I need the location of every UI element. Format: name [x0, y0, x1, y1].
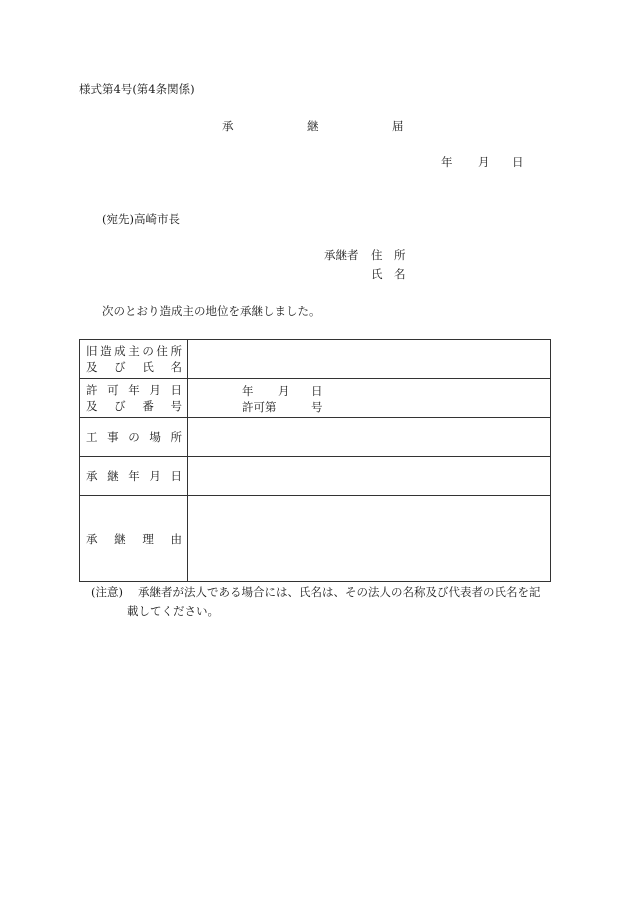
label-char: 承	[86, 531, 98, 546]
label-line	[86, 343, 182, 359]
label-char: 氏	[142, 360, 154, 374]
title-char-3: 届	[392, 119, 404, 133]
date-year: 年	[441, 155, 453, 169]
table-row-former-developer	[80, 340, 551, 379]
label-char: 許	[86, 383, 98, 397]
label-succession-date	[80, 457, 188, 496]
label-char: 可	[107, 383, 119, 397]
label-char: 所	[170, 344, 182, 358]
address-label-1: 住	[371, 248, 383, 262]
label-succession-reason	[80, 496, 188, 582]
successor-label: 承継者	[324, 248, 359, 262]
label-char: 継	[107, 469, 119, 483]
title-char-2: 継	[307, 119, 319, 133]
label-char: 住	[156, 344, 168, 358]
note-line-2: 載してください。	[127, 604, 219, 618]
label-char: 日	[170, 383, 182, 397]
label-char: 旧	[86, 344, 98, 358]
name-label-1: 氏	[371, 267, 383, 281]
label-char: 名	[170, 360, 182, 374]
label-char: 番	[142, 399, 154, 413]
name-label-2: 名	[394, 267, 406, 281]
label-char: 事	[107, 430, 119, 444]
permit-day-label: 日	[311, 384, 323, 398]
label-char: 場	[149, 430, 161, 444]
label-line	[86, 398, 182, 414]
label-work-location	[80, 418, 188, 457]
label-line	[86, 359, 182, 375]
label-char: び	[114, 399, 126, 413]
label-char: 年	[128, 469, 140, 483]
label-line	[86, 468, 182, 484]
note-label: (注意)	[91, 585, 123, 599]
form-number: 様式第4号(第4条関係)	[79, 82, 195, 96]
label-char: 由	[170, 531, 182, 546]
label-former-developer	[80, 340, 188, 379]
label-char: 年	[128, 383, 140, 397]
label-char: 承	[86, 469, 98, 483]
label-line	[86, 531, 182, 547]
label-permit	[80, 379, 188, 418]
date-day: 日	[512, 155, 524, 169]
permit-number-suffix: 号	[311, 400, 323, 414]
value-work-location[interactable]	[188, 418, 551, 457]
value-succession-reason[interactable]	[188, 496, 551, 582]
label-char: 所	[170, 430, 182, 444]
label-char: 日	[170, 469, 182, 483]
note-line-1: 承継者が法人である場合には、氏名は、その法人の名称及び代表者の氏名を記	[138, 585, 541, 599]
label-char: 月	[149, 469, 161, 483]
label-line	[86, 429, 182, 445]
value-succession-date[interactable]	[188, 457, 551, 496]
table-row-succession-reason	[80, 496, 551, 582]
table-row-succession-date	[80, 457, 551, 496]
label-char: 成	[114, 344, 126, 358]
label-char: 及	[86, 360, 98, 374]
label-char: 号	[170, 399, 182, 413]
date-month: 月	[478, 155, 490, 169]
label-char: 及	[86, 399, 98, 413]
label-char: 主	[128, 344, 140, 358]
label-char: 理	[142, 531, 154, 546]
label-char: び	[114, 360, 126, 374]
value-permit[interactable]	[188, 379, 551, 418]
label-line	[86, 382, 182, 398]
succession-form-table	[79, 339, 551, 582]
table-row-work-location	[80, 418, 551, 457]
table-row-permit	[80, 379, 551, 418]
addressee: (宛先)高崎市長	[102, 212, 180, 226]
title-char-1: 承	[222, 119, 234, 133]
permit-month-label: 月	[278, 384, 290, 398]
label-char: の	[128, 430, 140, 444]
label-char: 継	[114, 531, 126, 546]
label-char: 造	[100, 344, 112, 358]
address-label-2: 所	[394, 248, 406, 262]
intro-text: 次のとおり造成主の地位を承継しました。	[102, 304, 321, 318]
label-char: 工	[86, 430, 98, 444]
value-former-developer[interactable]	[188, 340, 551, 379]
permit-year-label: 年	[242, 384, 254, 398]
permit-number-prefix: 許可第	[242, 400, 277, 414]
label-char: 月	[149, 383, 161, 397]
label-char: の	[142, 344, 154, 358]
